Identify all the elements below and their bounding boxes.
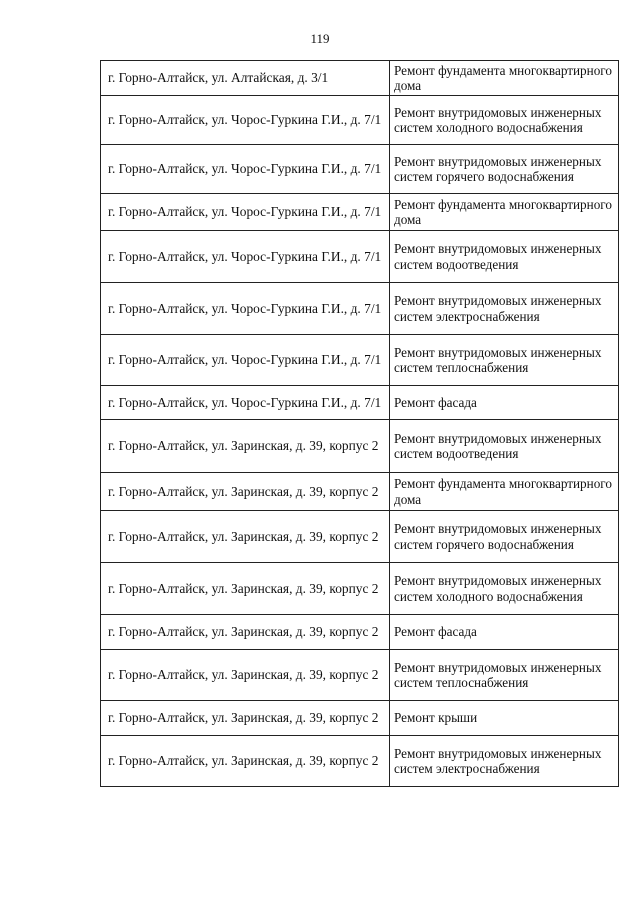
address-cell: г. Горно-Алтайск, ул. Чорос-Гуркина Г.И., д. 7/1 bbox=[101, 96, 390, 145]
work-type-cell: Ремонт внутридомовых инженерных систем холодного водоснабжения bbox=[390, 96, 619, 145]
work-type-cell: Ремонт внутридомовых инженерных систем электроснабжения bbox=[390, 736, 619, 787]
work-type-cell: Ремонт фасада bbox=[390, 615, 619, 650]
table-row bbox=[101, 736, 619, 787]
table-row bbox=[101, 61, 619, 96]
work-type-cell: Ремонт внутридомовых инженерных систем электроснабжения bbox=[390, 283, 619, 335]
address-cell: г. Горно-Алтайск, ул. Чорос-Гуркина Г.И., д. 7/1 bbox=[101, 335, 390, 386]
address-cell: г. Горно-Алтайск, ул. Заринская, д. 39, корпус 2 bbox=[101, 420, 390, 473]
table-row bbox=[101, 283, 619, 335]
table-row bbox=[101, 473, 619, 511]
table-row bbox=[101, 650, 619, 701]
address-cell: г. Горно-Алтайск, ул. Чорос-Гуркина Г.И., д. 7/1 bbox=[101, 231, 390, 283]
page-number: 119 bbox=[310, 31, 330, 46]
work-type-cell: Ремонт внутридомовых инженерных систем холодного водоснабжения bbox=[390, 563, 619, 615]
table-row bbox=[101, 701, 619, 736]
work-type-cell: Ремонт фундамента многоквартирного дома bbox=[390, 473, 619, 511]
work-type-cell: Ремонт внутридомовых инженерных систем теплоснабжения bbox=[390, 335, 619, 386]
table-row bbox=[101, 145, 619, 194]
work-type-cell: Ремонт внутридомовых инженерных систем горячего водоснабжения bbox=[390, 511, 619, 563]
work-type-cell: Ремонт фундамента многоквартирного дома bbox=[390, 61, 619, 96]
address-cell: г. Горно-Алтайск, ул. Чорос-Гуркина Г.И., д. 7/1 bbox=[101, 386, 390, 420]
address-cell: г. Горно-Алтайск, ул. Заринская, д. 39, корпус 2 bbox=[101, 650, 390, 701]
table-row bbox=[101, 563, 619, 615]
work-type-cell: Ремонт фундамента многоквартирного дома bbox=[390, 194, 619, 231]
address-cell: г. Горно-Алтайск, ул. Чорос-Гуркина Г.И., д. 7/1 bbox=[101, 145, 390, 194]
work-type-cell: Ремонт фасада bbox=[390, 386, 619, 420]
work-type-cell: Ремонт внутридомовых инженерных систем горячего водоснабжения bbox=[390, 145, 619, 194]
table-row bbox=[101, 231, 619, 283]
table-row bbox=[101, 615, 619, 650]
table-row bbox=[101, 511, 619, 563]
address-cell: г. Горно-Алтайск, ул. Заринская, д. 39, корпус 2 bbox=[101, 701, 390, 736]
table-row bbox=[101, 386, 619, 420]
address-cell: г. Горно-Алтайск, ул. Заринская, д. 39, корпус 2 bbox=[101, 563, 390, 615]
address-cell: г. Горно-Алтайск, ул. Алтайская, д. 3/1 bbox=[101, 61, 390, 96]
table-row bbox=[101, 335, 619, 386]
address-cell: г. Горно-Алтайск, ул. Чорос-Гуркина Г.И., д. 7/1 bbox=[101, 194, 390, 231]
address-cell: г. Горно-Алтайск, ул. Заринская, д. 39, корпус 2 bbox=[101, 615, 390, 650]
table-row bbox=[101, 96, 619, 145]
work-type-cell: Ремонт крыши bbox=[390, 701, 619, 736]
address-cell: г. Горно-Алтайск, ул. Чорос-Гуркина Г.И., д. 7/1 bbox=[101, 283, 390, 335]
repair-works-table bbox=[100, 60, 619, 787]
address-cell: г. Горно-Алтайск, ул. Заринская, д. 39, корпус 2 bbox=[101, 473, 390, 511]
table-row bbox=[101, 420, 619, 473]
work-type-cell: Ремонт внутридомовых инженерных систем теплоснабжения bbox=[390, 650, 619, 701]
address-cell: г. Горно-Алтайск, ул. Заринская, д. 39, корпус 2 bbox=[101, 736, 390, 787]
work-type-cell: Ремонт внутридомовых инженерных систем водоотведения bbox=[390, 420, 619, 473]
address-cell: г. Горно-Алтайск, ул. Заринская, д. 39, корпус 2 bbox=[101, 511, 390, 563]
table-body bbox=[101, 61, 619, 787]
table-row bbox=[101, 194, 619, 231]
work-type-cell: Ремонт внутридомовых инженерных систем водоотведения bbox=[390, 231, 619, 283]
